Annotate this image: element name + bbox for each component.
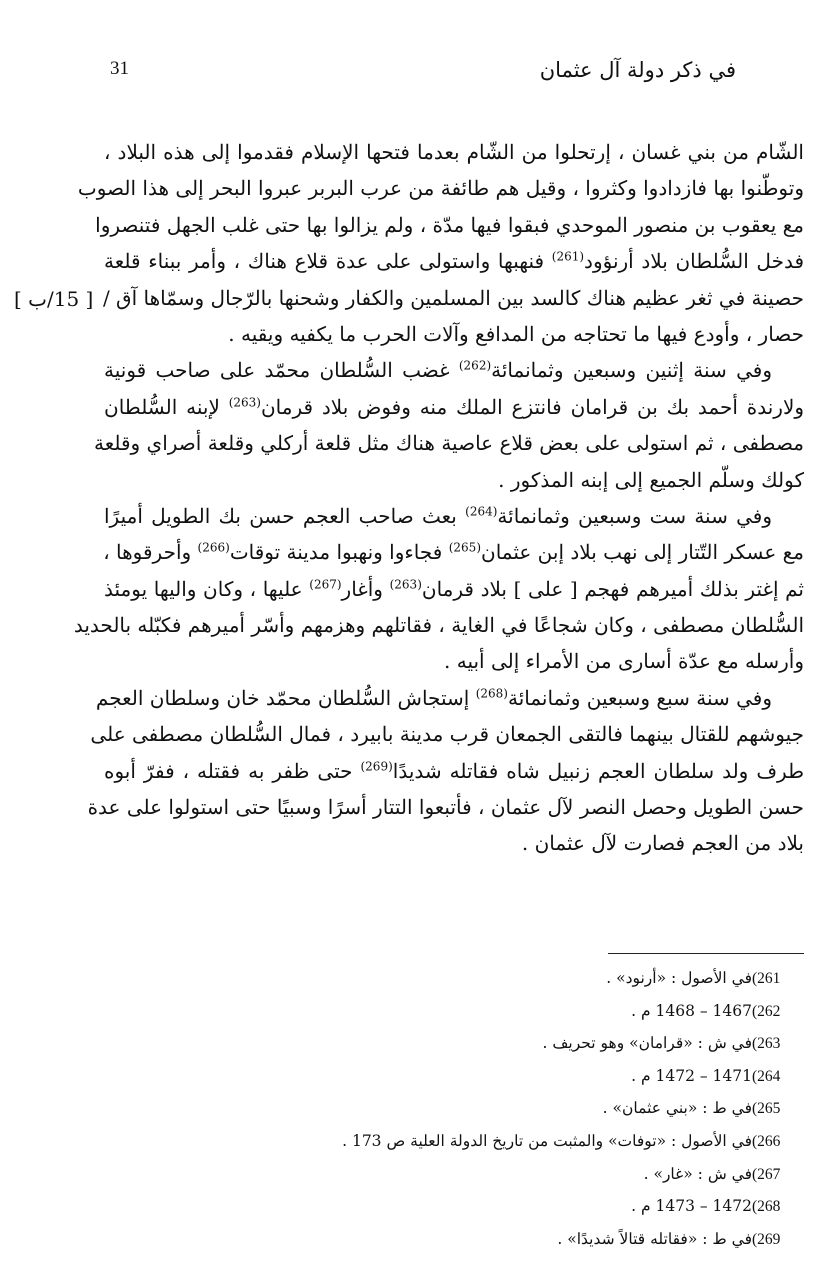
text-segment: كولك وسلّم الجميع إلى إبنه المذكور .: [498, 467, 804, 492]
text-segment: مصطفى ، ثم استولى على بعض قلاع عاصية هناك مثل قلعة أركلي وقلعة أصراي وقلعة: [93, 431, 804, 456]
text-segment: ثم إغتر بذلك أميرهم فهجم [ على ] بلاد قرمان: [421, 576, 805, 601]
footnote-reference: (267): [309, 577, 342, 592]
footnote-text: في الأصول : «توفات» والمثبت من تاريخ الدولة العلية ص 173 .: [342, 1131, 752, 1150]
text-line: [104, 825, 804, 861]
text-segment: مع عسكر التّتار إلى نهب بلاد إبن عثمان: [481, 540, 804, 565]
text-segment: فنهبها واستولى على عدة قلاع هناك ، وأمر ببناء قلعة: [104, 249, 552, 274]
footnote-reference: (263): [228, 395, 261, 410]
text-segment: إستجاش السُّلطان محمّد خان وسلطان العجم: [95, 685, 476, 710]
text-segment: بعث صاحب العجم حسن بك الطويل أميرًا: [104, 503, 466, 528]
page-number: 31: [110, 58, 129, 79]
text-segment: جيوشهم للقتال بينهما فالتقى الجمعان قرب مدينة بابيرد ، فمال السُّلطان مصطفى على: [90, 722, 804, 747]
text-segment: وأرسله مع عدّة أسارى من الأمراء إلى أبيه .: [444, 649, 804, 674]
footnote-text: 1471 – 1472 م .: [631, 1066, 752, 1085]
text-line: [95, 680, 804, 716]
footnote-number: (266: [752, 1132, 781, 1150]
text-segment: ولارندة أحمد بك بن قرامان فانتزع الملك منه وفوض بلاد قرمان: [260, 394, 805, 419]
text-segment: حصار ، وأودع فيها ما تحتاجه من المدافع وآلات الحرب ما يكفيه ويقيه .: [228, 321, 804, 346]
footnote-reference: (268): [475, 686, 508, 701]
running-title: في ذكر دولة آل عثمان: [539, 58, 736, 82]
text-segment: حصينة في ثغر عظيم هناك كالسد بين المسلمين والكفار وشحنها بالرّجال وسمّاها آق /: [102, 285, 804, 310]
footnote-reference: (269): [360, 758, 393, 773]
footnote-number: (261: [752, 970, 781, 987]
text-segment: وأحرقوها ،: [103, 540, 198, 565]
text-segment: وأغار: [341, 576, 390, 601]
text-line: [87, 789, 804, 825]
text-line: [104, 243, 804, 279]
footnote-reference: (263): [389, 577, 422, 592]
footnote-number: (267: [752, 1165, 781, 1183]
text-line: [104, 534, 804, 570]
footnote-separator: [608, 953, 804, 954]
text-segment: حتى ظفر به فقتله ، ففرّ أبوه: [104, 758, 361, 783]
footnote-item: [200, 995, 804, 1028]
text-line: [93, 425, 804, 461]
text-line: [104, 352, 804, 388]
footnote-item: [200, 1027, 804, 1060]
main-text-block: [73, 134, 805, 862]
footnote-text: في الأصول : «أرنود» .: [606, 969, 752, 987]
text-line: [95, 207, 804, 243]
text-segment: وتوطّنوا بها فازدادوا وكثروا ، وقيل هم طائفة من عرب البربر عبروا البحر إلى هذا الصوب: [77, 176, 804, 201]
text-line: [77, 170, 804, 206]
text-segment: غضب السُّلطان محمّد على صاحب قونية: [104, 358, 459, 383]
text-segment: طرف ولد سلطان العجم زنبيل شاه فقاتله شديدًا: [392, 758, 805, 783]
text-segment: وفي سنة سبع وسبعين وثمانمائة: [507, 685, 772, 710]
footnote-text: في ط : «بني عثمان» .: [602, 1099, 752, 1118]
footnotes-block: [200, 962, 804, 1255]
footnote-reference: (264): [465, 504, 498, 519]
footnote-text: في ط : «فقاتله قتالاً شديدًا» .: [557, 1229, 752, 1248]
text-segment: السُّلطان مصطفى ، وكان شجاعًا في الغاية ، فقاتلهم وهزمهم وأسّر أميرهم فكبّله بالحديد: [73, 613, 804, 638]
footnote-number: (263: [752, 1035, 781, 1053]
text-segment: الشّام من بني غسان ، إرتحلوا من الشّام بعدما فتحها الإسلام فقدموا إلى هذه البلاد ،: [104, 140, 804, 164]
text-line: [104, 462, 804, 498]
text-line: [90, 716, 804, 752]
text-line: [73, 607, 804, 643]
text-line: [104, 498, 804, 534]
text-segment: فجاءوا ونهبوا مدينة توقات: [229, 540, 449, 565]
footnote-item: [200, 1158, 804, 1191]
footnote-number: (265: [752, 1100, 781, 1118]
text-line: [104, 643, 804, 679]
text-segment: وفي سنة إثنين وسبعين وثمانمائة: [491, 358, 772, 383]
footnote-item: [200, 962, 804, 995]
footnote-reference: (265): [448, 540, 481, 555]
footnote-item: [200, 1060, 804, 1093]
footnote-number: (262: [752, 1002, 781, 1020]
footnote-number: (268: [752, 1198, 781, 1216]
manuscript-folio-marker: [ 15/ب ]: [14, 287, 94, 311]
footnote-text: 1467 – 1468 م .: [631, 1001, 752, 1020]
footnote-text: في ش : «قرامان» وهو تحريف .: [542, 1034, 752, 1053]
footnote-text: في ش : «غار» .: [643, 1164, 752, 1183]
text-segment: وفي سنة ست وسبعين وثمانمائة: [497, 503, 772, 528]
footnote-reference: (262): [458, 358, 492, 373]
text-line: [104, 280, 804, 316]
page-header: [110, 58, 736, 92]
footnote-item: [200, 1092, 804, 1125]
text-segment: حسن الطويل وحصل النصر لآل عثمان ، فأتبعوا التتار أسرًا وسبيًا حتى استولوا على عدة: [87, 795, 804, 820]
text-line: [104, 389, 804, 425]
footnote-reference: (266): [197, 540, 230, 555]
footnote-number: (269: [752, 1230, 781, 1248]
footnote-item: [200, 1125, 804, 1158]
text-line: [104, 134, 804, 170]
text-segment: مع يعقوب بن منصور الموحدي فبقوا فيها مدّة ، ولم يزالوا بها حتى غلب الجهل فتنصروا: [95, 212, 804, 237]
text-line: [104, 316, 804, 352]
footnote-item: [200, 1190, 804, 1223]
text-segment: بلاد من العجم فصارت لآل عثمان .: [521, 831, 804, 856]
text-segment: عليها ، وكان واليها يومئذ: [104, 576, 310, 601]
text-segment: فدخل السُّلطان بلاد أرنؤود: [584, 249, 804, 274]
footnote-text: 1472 – 1473 م .: [631, 1197, 752, 1216]
footnote-item: [200, 1223, 804, 1256]
text-line: [104, 571, 804, 607]
text-line: [104, 753, 804, 789]
footnote-reference: (261): [551, 249, 585, 264]
text-segment: لإبنه السُّلطان: [104, 394, 229, 419]
footnote-number: (264: [752, 1067, 781, 1085]
